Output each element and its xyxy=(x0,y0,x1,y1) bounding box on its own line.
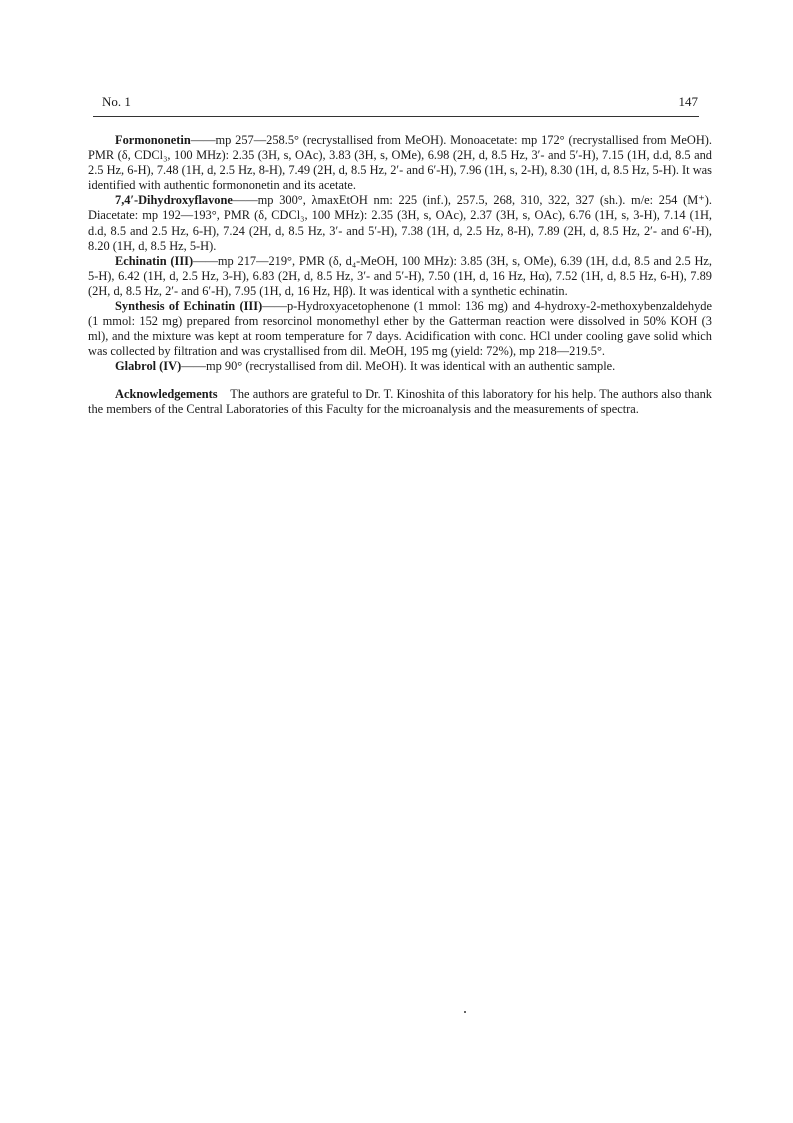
glabrol-paragraph xyxy=(88,359,712,374)
acknowledgements-text: The authors are grateful to Dr. T. Kinoshita of this laboratory for his help. The authors also thank the members of the Central Laboratories of this Faculty for the microanalysis and the measurements of spectra. xyxy=(88,386,713,416)
dihydroxyflavone-title: 7,4′-Dihydroxyflavone xyxy=(115,193,233,208)
glabrol-text: ——mp 90° (recrystallised from dil. MeOH). It was identical with an authentic sample. xyxy=(181,359,616,374)
formononetin-text: ——mp 257—258.5° (recrystallised from MeOH). Monoacetate: mp 172° (recrystallised from MeOH). PMR (δ, CDCl₃, 100 MHz): 2.35 (3H, s, OAc), 3.83 (3H, s, OMe), 6.98 (2H, d, 8.5 Hz, 3′- and 5′-H), 7.15 (1H, d.d, 8.5 and 2.5 Hz, 6-H), 7.48 (1H, d, 2.5 Hz, 8-H), 7.49 (2H, d, 8.5 Hz, 2′- and 6′-H), 7.96 (1H, s, 2-H), 8.30 (1H, d, 8.5 Hz, 5-H). It was identified with authentic formononetin and its acetate. xyxy=(88,133,712,193)
page-header xyxy=(102,94,698,112)
glabrol-title: Glabrol (IV) xyxy=(115,359,182,374)
dihydroxyflavone-paragraph xyxy=(88,193,712,253)
issue-number: No. 1 xyxy=(102,94,131,109)
dihydroxyflavone-text: ——mp 300°, λmaxEtOH nm: 225 (inf.), 257.5, 268, 310, 322, 327 (sh.). m/e: 254 (M⁺). Diacetate: mp 192—193°, PMR (δ, CDCl₃, 100 MHz): 2.35 (3H, s, OAc), 2.37 (3H, s, OAc), 6.76 (1H, s, 3-H), 7.14 (1H, d.d, 8.5 and 2.5 Hz, 6-H), 7.24 (2H, d, 8.5 Hz, 3′- and 5′-H), 7.38 (1H, d, 2.5 Hz, 8-H), 7.89 (2H, d, 8.5 Hz, 2′- and 6′-H), 8.20 (1H, d, 8.5 Hz, 5-H). xyxy=(88,193,712,253)
formononetin-title: Formononetin xyxy=(115,133,191,147)
synthesis-title: Synthesis of Echinatin (III) xyxy=(115,299,263,314)
echinatin-text: ——mp 217—219°, PMR (δ, d₄-MeOH, 100 MHz): 3.85 (3H, s, OMe), 6.39 (1H, d.d, 8.5 and 2.5 Hz, 5-H), 6.42 (1H, d, 2.5 Hz, 3-H), 6.83 (2H, d, 8.5 Hz, 3′- and 5′-H), 7.50 (1H, d, 16 Hz, Hα), 7.52 (1H, d, 8.5 Hz, 6-H), 7.89 (2H, d, 8.5 Hz, 2′- and 6′-H), 7.95 (1H, d, 16 Hz, Hβ). It was identical with a synthetic echinatin. xyxy=(88,253,712,298)
stray-dot-mark xyxy=(464,1011,466,1013)
acknowledgements-title: Acknowledgements xyxy=(115,386,218,401)
synthesis-paragraph xyxy=(88,299,712,359)
echinatin-paragraph xyxy=(88,254,712,299)
header-rule xyxy=(93,116,699,117)
echinatin-title: Echinatin (III) xyxy=(115,253,194,268)
page-number: 147 xyxy=(678,94,698,109)
acknowledgements-paragraph xyxy=(88,387,712,417)
experimental-section xyxy=(88,133,712,417)
formononetin-paragraph xyxy=(88,133,712,193)
synthesis-text: ——p-Hydroxyacetophenone (1 mmol: 136 mg) and 4-hydroxy-2-methoxybenzaldehyde (1 mmol: 152 mg) prepared from resorcinol monomethyl ether by the Gatterman reaction were dissolved in 50% KOH (3 ml), and the mixture was kept at room temperature for 7 days. Acidification with conc. HCl under cooling gave solid which was collected by filtration and was crystallised from dil. MeOH, 195 mg (yield: 72%), mp 218—219.5°. xyxy=(88,299,712,359)
